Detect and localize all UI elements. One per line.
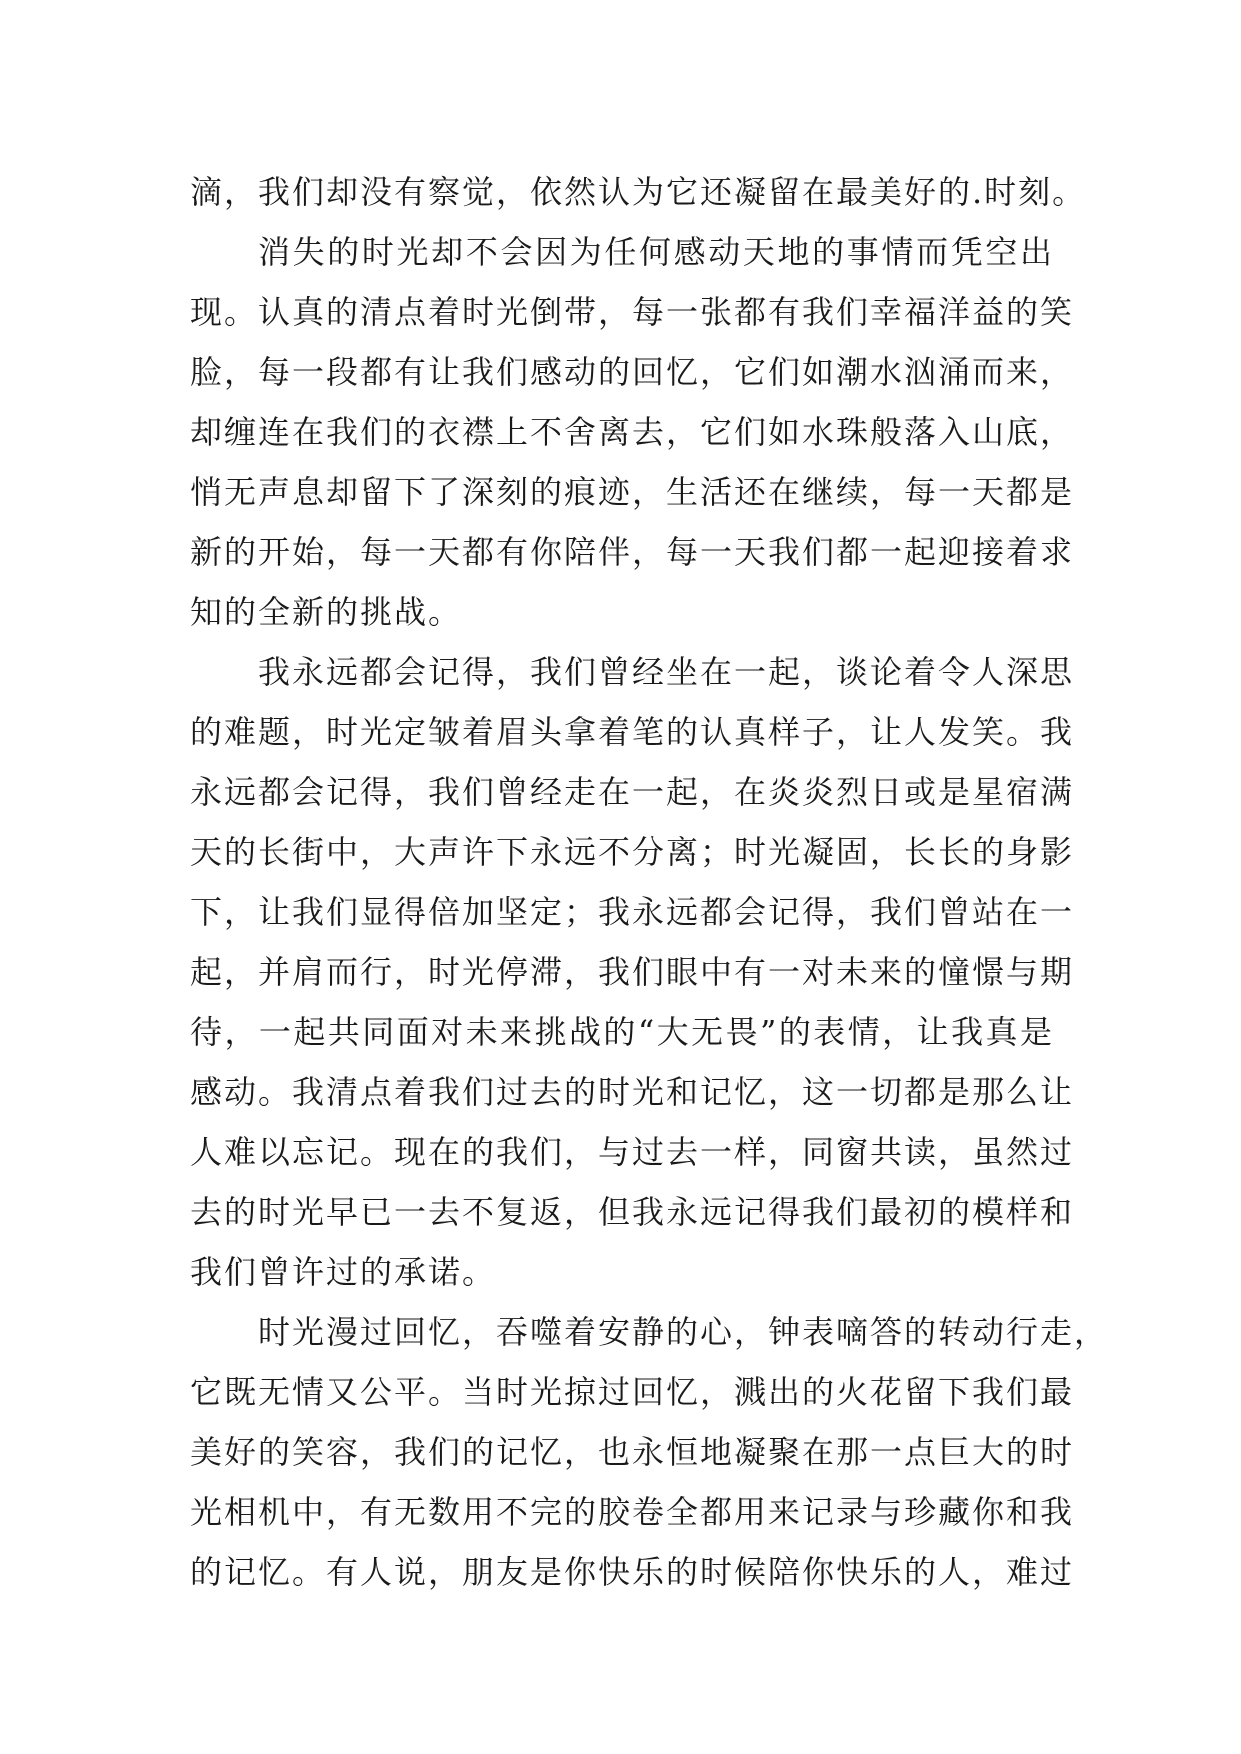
text-line: 新的开始，每一天都有你陪伴，每一天我们都一起迎接着求 [190, 533, 1075, 571]
text-line: 悄无声息却留下了深刻的痕迹，生活还在继续，每一天都是 [190, 473, 1075, 511]
text-line: 感动。我清点着我们过去的时光和记忆，这一切都是那么让 [190, 1073, 1075, 1111]
paragraph-start-line: 我永远都会记得，我们曾经坐在一起，谈论着令人深思 [258, 653, 1075, 691]
text-line: 的难题，时光定皱着眉头拿着笔的认真样子，让人发笑。我 [190, 713, 1075, 751]
text-line: 的记忆。有人说，朋友是你快乐的时候陪你快乐的人，难过 [190, 1553, 1075, 1591]
text-line: 美好的笑容，我们的记忆，也永恒地凝聚在那一点巨大的时 [190, 1433, 1075, 1471]
paragraph-end-line: 我们曾许过的承诺。 [190, 1253, 497, 1291]
text-line: 光相机中，有无数用不完的胶卷全都用来记录与珍藏你和我 [190, 1493, 1075, 1531]
paragraph-end-line: 知的全新的挑战。 [190, 593, 463, 631]
text-line: 滴，我们却没有察觉，依然认为它还凝留在最美好的.时刻。 [190, 173, 1087, 211]
text-line: 待，一起共同面对未来挑战的“大无畏”的表情，让我真是 [190, 1013, 1054, 1051]
body-text [190, 162, 1109, 1602]
text-line: 却缠连在我们的衣襟上不舍离去，它们如水珠般落入山底， [190, 413, 1075, 451]
text-line: 脸，每一段都有让我们感动的回忆，它们如潮水汹涌而来， [190, 353, 1075, 391]
text-line: 人难以忘记。现在的我们，与过去一样，同窗共读，虽然过 [190, 1133, 1075, 1171]
text-line: 现。认真的清点着时光倒带，每一张都有我们幸福洋益的笑 [190, 293, 1075, 331]
text-line: 下，让我们显得倍加坚定；我永远都会记得，我们曾站在一 [190, 893, 1075, 931]
text-line: 起，并肩而行，时光停滞，我们眼中有一对未来的憧憬与期 [190, 953, 1075, 991]
text-line: 去的时光早已一去不复返，但我永远记得我们最初的模样和 [190, 1193, 1075, 1231]
paragraph-start-line: 时光漫过回忆，吞噬着安静的心，钟表嘀答的转动行走， [258, 1313, 1109, 1351]
text-line: 天的长街中，大声许下永远不分离；时光凝固，长长的身影 [190, 833, 1075, 871]
paragraph-start-line: 消失的时光却不会因为任何感动天地的事情而凭空出 [258, 233, 1054, 271]
text-line: 永远都会记得，我们曾经走在一起，在炎炎烈日或是星宿满 [190, 773, 1075, 811]
text-line: 它既无情又公平。当时光掠过回忆，溅出的火花留下我们最 [190, 1373, 1075, 1411]
